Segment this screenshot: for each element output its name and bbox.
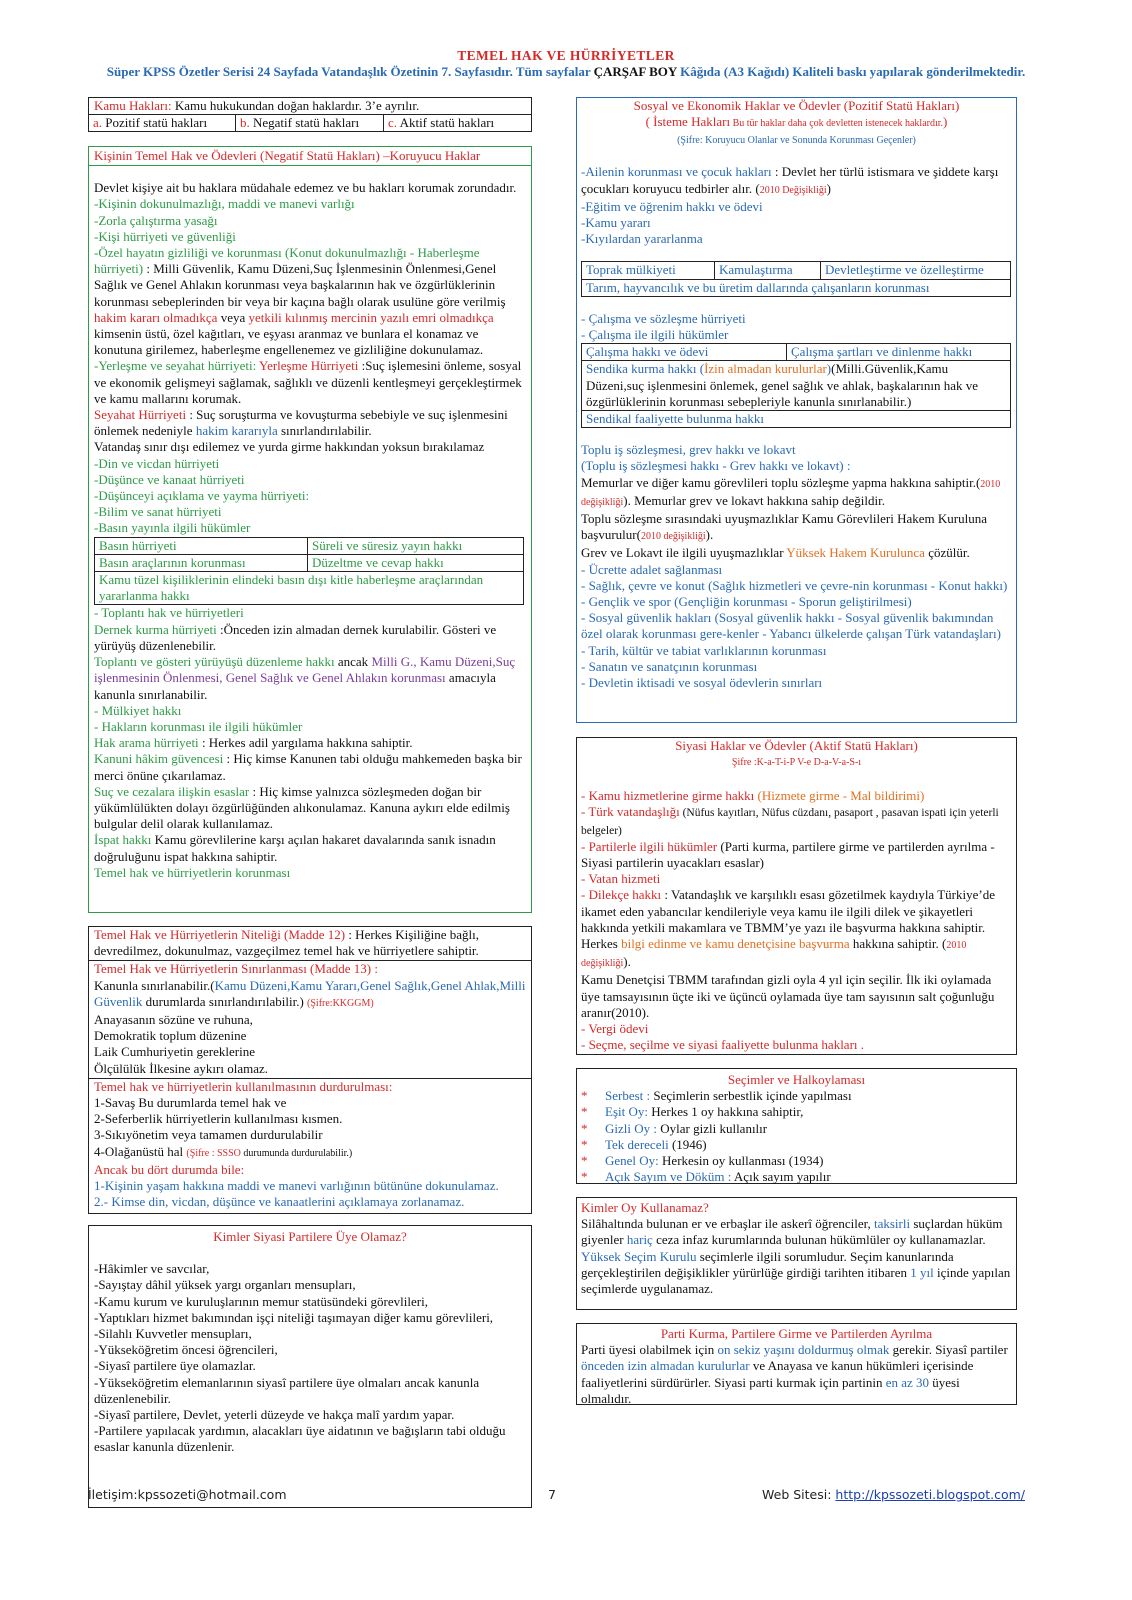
secim-item: * Serbest : Seçimlerin serbestlik içinde yapılması bbox=[581, 1088, 852, 1104]
basin-cell: Süreli ve süresiz yayın hakkı bbox=[308, 538, 523, 555]
durdurma-section bbox=[89, 1079, 531, 1211]
pozitif-tail-item: - Tarih, kültür ve tabiat varlıklarının korunması bbox=[581, 642, 827, 658]
parti-uye-line: -Yükseköğretim elemanlarının siyasî partilere üye olmaları ancak kanunla düzenlenebilir. bbox=[94, 1374, 480, 1406]
footer-web-label: Web Sitesi: bbox=[762, 1487, 836, 1502]
pozitif-sifre: (Şifre: Koruyucu Olanlar ve Sonunda Korunması Geçenler) bbox=[677, 135, 916, 147]
pozitif-toplu-title: Toplu iş sözleşmesi, grev hakkı ve lokavt bbox=[581, 442, 796, 458]
pozitif-item: - Çalışma ile ilgili hükümler bbox=[581, 327, 729, 343]
basin-cell-wide: Kamu tüzel kişiliklerinin elindeki basın dışı kitle haberleşme araçlarından yararlanma hakkı bbox=[99, 572, 484, 604]
pozitif-tail-item: - Ücrette adalet sağlanması bbox=[581, 561, 723, 577]
siyasi-item: - Partilerle ilgili hükümler (Parti kurma, partilere girme ve partilerden ayrılma - Siyasi partilerin uyacakları esaslar) bbox=[581, 838, 995, 871]
pozitif-statu-box bbox=[576, 97, 1017, 723]
pozitif-grev: Grev ve Lokavt ile ilgili uyuşmazlıklar Yüksek Hakem Kurulunca çözülür. bbox=[581, 545, 970, 561]
negatif-item: -Kişi hürriyeti ve güvenliği bbox=[94, 228, 236, 244]
negatif-item: -Kişinin dokunulmazlığı, maddi ve manevi varlığı bbox=[94, 196, 355, 212]
kamu-haklari-box bbox=[88, 97, 532, 131]
basin-cell: Basın araçlarının korunması bbox=[95, 555, 308, 572]
toprak-table bbox=[581, 261, 1011, 296]
kamu-haklari-types bbox=[88, 114, 532, 132]
nitelik-sinir-box bbox=[88, 926, 532, 1214]
subtitle-text-end: Kâğıda (A3 Kağıdı) Kaliteli baskı yapılarak gönderilmektedir. bbox=[676, 64, 1026, 79]
parti-uye-line: -Kamu kurum ve kuruluşlarının memur statüsündeki görevlileri, bbox=[94, 1293, 428, 1309]
basin-cell: Düzeltme ve cevap hakkı bbox=[308, 555, 523, 572]
parti-uye-line: -Yaptıkları hizmet bakımından işçi niteliği taşımayan diğer kamu görevlileri, bbox=[94, 1309, 494, 1325]
sinirlama-text: Kanunla sınırlanabilir.(Kamu Düzeni,Kamu Yararı,Genel Sağlık,Genel Ahlak,Milli Güvenlik durumlarda sınırlandırılabilir.) (Şifre:KKGGM) bbox=[94, 977, 526, 1009]
parti-uye-line: -Siyasî partilere, Devlet, yeterli düzeyde ve hakça malî yardım yapar. bbox=[94, 1407, 455, 1423]
negatif-item: - Hakların korunması ile ilgili hükümler bbox=[94, 718, 303, 734]
negatif-toplanti: Toplantı ve gösteri yürüyüşü düzenleme hakkı ancak Milli G., Kamu Düzeni,Suç işlenmesinin Önlenmesi, Genel Sağlık ve Genel Ahlakın korunması amacıyla kanunla sınırlanabilir. bbox=[94, 654, 516, 702]
negatif-item: -Din ve vicdan hürriyeti bbox=[94, 455, 220, 471]
pozitif-item: -Kamu yararı bbox=[581, 215, 651, 231]
secim-item: * Eşit Oy: Herkes 1 oy hakkına sahiptir, bbox=[581, 1104, 804, 1120]
calisma-table bbox=[581, 343, 1011, 428]
basin-table bbox=[94, 537, 524, 606]
negatif-statu-title: Kişinin Temel Hak ve Ödevleri (Negatif Statü Hakları) –Koruyucu Haklar bbox=[89, 147, 531, 166]
page-title: TEMEL HAK VE HÜRRİYETLER bbox=[457, 48, 675, 63]
negatif-item: - Mülkiyet hakkı bbox=[94, 702, 182, 718]
secimler-box bbox=[576, 1068, 1017, 1184]
siyasi-haklar-box bbox=[576, 737, 1017, 1055]
pozitif-item: -Kıyılardan yararlanma bbox=[581, 231, 703, 247]
oy-title: Kimler Oy Kullanamaz? bbox=[581, 1200, 709, 1215]
negatif-kanuni-hakim: Kanuni hâkim güvencesi : Hiç kimse Kanunen tabi olduğu mahkemeden başka bir merci önüne çıkarılamaz. bbox=[94, 751, 522, 783]
parti-uye-line: -Hâkimler ve savcılar, bbox=[94, 1261, 210, 1277]
siyasi-item: Kamu Denetçisi TBMM tarafından gizli oyla 4 yıl için seçilir. İlk iki oylamada üye tamsayısının üçte iki ve üçüncü oylamada üye tam sayısının salt çoğunluğu aranır(2010). bbox=[581, 972, 995, 1020]
page-subtitle bbox=[70, 64, 1062, 80]
calisma-cell: Çalışma şartları ve dinlenme hakkı bbox=[791, 344, 973, 360]
negatif-suc-ceza: Suç ve cezalara ilişkin esaslar : Hiç kimse yalnızca sözleşmeden doğan bir yükümlülükten dolayı özgürlüğünden alıkonulamaz. Kanuna aykırı elde edilmiş bulgular delil olarak kullanılamaz. bbox=[94, 783, 510, 832]
negatif-item: -Bilim ve sanat hürriyeti bbox=[94, 504, 222, 520]
pozitif-item: -Eğitim ve öğrenim hakkı ve ödevi bbox=[581, 198, 763, 214]
basin-cell: Basın hürriyeti bbox=[95, 538, 308, 555]
durdurma-item: 3-Sıkıyönetim veya tamamen durdurulabilir bbox=[94, 1127, 323, 1143]
parti-uye-line: -Sayıştay dâhil yüksek yargı organları mensupları, bbox=[94, 1277, 356, 1293]
kamu-type-c: c. Aktif statü hakları bbox=[384, 114, 532, 132]
oy-ysk: Yüksek Seçim Kurulu seçimlerle ilgili sorumludur. Seçim kanunlarında gerçekleştirilen değişiklikler yürürlüğe girdiği tarihten itibaren 1 yıl içinde yapılan seçimlerde uygulanamaz. bbox=[581, 1248, 1011, 1297]
pozitif-memurlar: Memurlar ve diğer kamu görevlileri toplu sözleşme yapma hakkına sahiptir.(2010 değişikliği). Memurlar grev ve lokavt hakkına sahip değildir. bbox=[581, 474, 1001, 508]
negatif-dernek: Dernek kurma hürriyeti :Önceden izin almadan dernek kurulabilir. Gösteri ve yürüyüş düzenlenebilir. bbox=[94, 621, 497, 653]
oy-text: Silâhaltında bulunan er ve erbaşlar ile askerî öğrenciler, taksirli suçlardan hüküm giyenler hariç ceza infaz kurumlarında bulunan hükümlüler oy kullanamazlar. bbox=[581, 1216, 1003, 1248]
durdurma-item: 4-Olağanüstü hal (Şifre : SSSO durumunda durdurulabilir.) bbox=[94, 1143, 353, 1159]
pozitif-statu-title: Sosyal ve Ekonomik Haklar ve Ödevler (Pozitif Statü Hakları) bbox=[633, 98, 960, 113]
siyasi-item: - Vergi ödevi bbox=[581, 1021, 649, 1037]
secim-item: * Açık Sayım ve Döküm : Açık sayım yapılır bbox=[581, 1169, 831, 1185]
durdurma-ancak: Ancak bu dört durumda bile: bbox=[94, 1161, 245, 1177]
sinirlama-section bbox=[89, 961, 531, 1078]
sendika-cell: Sendika kurma hakkı (İzin almadan kurulurlar)(Milli.Güvenlik,Kamu Düzeni,suç işlenmesini önlemek, genel sağlık ve ahlak, başkalarının hak ve özgürlüklerinin korunması sebepleriyle kanunla sınırlanabilir.) bbox=[582, 361, 1010, 411]
siyasi-item: - Dilekçe hakkı : Vatandaşlık ve karşılıklı esası gözetilmek kaydıyla Türkiye’de ikamet eden yabancılar kendileriyle veya kamu ile ilgili dilek ve şikayetleri hakkında yetkili makamlara ve TBMM’ye yazı ile başvurma hakkına sahiptir. bbox=[581, 887, 995, 935]
pozitif-aile: -Ailenin korunması ve çocuk hakları : Devlet her türlü istismara ve şiddete karşı çocukları koruyucu tedbirler alır. (2010 Değişikliği) bbox=[581, 164, 999, 196]
sinirlama-line: Anayasanın sözüne ve ruhuna, bbox=[94, 1012, 253, 1028]
toprak-cell: Kamulaştırma bbox=[715, 262, 821, 278]
pozitif-hakem: Toplu sözleşme sırasındaki uyuşmazlıklar Kamu Görevlileri Hakem Kuruluna başvurulur(2010 değişikliği). bbox=[581, 511, 987, 543]
sinirlama-title: Temel Hak ve Hürriyetlerin Sınırlanması (Madde 13) : bbox=[94, 961, 378, 977]
pozitif-tail-item: - Devletin iktisadi ve sosyal ödevlerin sınırları bbox=[581, 675, 823, 691]
oy-kullanamaz-box bbox=[576, 1197, 1017, 1310]
siyasi-item: - Kamu hizmetlerine girme hakkı (Hizmete girme - Mal bildirimi) bbox=[581, 788, 925, 804]
parti-kurma-text: Parti üyesi olabilmek için on sekiz yaşını doldurmuş olmak gerekir. Siyasî partiler önceden izin almadan kurulurlar ve Anayasa ve kanun hükümleri içerisinde faaliyetlerini sürdürürler. Siyasi parti kurmak için partinin en az 30 üyesi olmalıdır. bbox=[581, 1342, 1008, 1406]
negatif-item: -Basın yayınla ilgili hükümler bbox=[94, 520, 251, 536]
siyasi-item: - Türk vatandaşlığı (Nüfus kayıtları, Nüfus cüzdanı, pasaport , pasavan ispati için yeterli belgeler) bbox=[581, 804, 999, 837]
pozitif-item: - Çalışma ve sözleşme hürriyeti bbox=[581, 310, 746, 326]
parti-uye-line: -Partilere yapılacak yardımın, alacakları üye aidatının ve bağışların tabi olduğu esaslar kanunla düzenlenir. bbox=[94, 1423, 506, 1455]
pozitif-subtitle: ( İsteme Hakları Bu tür haklar daha çok devletten istenecek haklardır.) bbox=[645, 114, 948, 130]
parti-uye-title: Kimler Siyasi Partilere Üye Olamaz? bbox=[213, 1229, 407, 1244]
subtitle-emphasis: ÇARŞAF BOY bbox=[593, 64, 677, 79]
parti-uye-box bbox=[88, 1225, 532, 1508]
pozitif-tail-item: - Sosyal güvenlik hakları (Sosyal güvenlik hakkı - Sosyal güvenlik bakımından özel olarak korunması gere-kenler - Yabancı ülkelerde çalışan Türk vatandaşları) bbox=[581, 610, 1001, 642]
negatif-hak-arama: Hak arama hürriyeti : Herkes adil yargılama hakkına sahiptir. bbox=[94, 735, 413, 751]
pozitif-tail-item: - Sanatın ve sanatçının korunması bbox=[581, 658, 758, 674]
negatif-intro: Devlet kişiye ait bu haklara müdahale edemez ve bu hakları korumak zorundadır. bbox=[94, 180, 517, 196]
negatif-seyahat: Seyahat Hürriyeti : Suç soruşturma ve kovuşturma sebebiyle ve suç işlenmesini önlemek nedeniyle hakim kararıyla sınırlandırılabilir. bbox=[94, 407, 508, 439]
parti-uye-line: -Siyasî partilere üye olamazlar. bbox=[94, 1358, 256, 1374]
negatif-yerlesme: -Yerleşme ve seyahat hürriyeti: Yerleşme Hürriyeti :Suç işlemesini önleme, sosyal ve ekonomik gelişmeyi sağlamak, sağlıklı ve düzenli kentleşmeyi gerçekleştirmek ve kamu mallarını korumak. bbox=[94, 358, 522, 406]
siyasi-title: Siyasi Haklar ve Ödevler (Aktif Statü Hakları) bbox=[675, 738, 918, 753]
footer-page-number: 7 bbox=[548, 1487, 556, 1502]
footer-contact: İletişim:kpssozeti@hotmail.com bbox=[88, 1487, 287, 1502]
kamu-haklari-title bbox=[88, 97, 532, 114]
negatif-item: -Zorla çalıştırma yasağı bbox=[94, 212, 218, 228]
negatif-item: -Düşünceyi açıklama ve yayma hürriyeti: bbox=[94, 488, 310, 504]
parti-uye-line: -Yükseköğretim öncesi öğrencileri, bbox=[94, 1342, 278, 1358]
secim-item: * Tek dereceli (1946) bbox=[581, 1136, 707, 1152]
parti-kurma-box bbox=[576, 1323, 1017, 1405]
kamu-haklari-desc: Kamu hukukundan doğan haklardır. 3’e ayrılır. bbox=[171, 98, 420, 113]
negatif-item: Temel hak ve hürriyetlerin korunması bbox=[94, 864, 291, 880]
durdurma-title: Temel hak ve hürriyetlerin kullanılmasının durdurulması: bbox=[94, 1078, 393, 1094]
footer-website bbox=[762, 1487, 1025, 1502]
negatif-ispat: İspat hakkı Kamu görevlilerine karşı açılan hakaret davalarında sanık isnadın doğruluğunu ispat hakkına sahiptir. bbox=[94, 832, 496, 864]
sinirlama-line: Demokratik toplum düzenine bbox=[94, 1028, 247, 1044]
sinirlama-line: Ölçülülük İlkesine aykırı olamaz. bbox=[94, 1060, 269, 1076]
negatif-vatandas: Vatandaş sınır dışı edilemez ve yurda girme hakkından yoksun bırakılamaz bbox=[94, 439, 485, 455]
secim-item: * Gizli Oy : Oylar gizli kullanılır bbox=[581, 1120, 768, 1136]
kamu-type-a: a. Pozitif statü hakları bbox=[88, 114, 236, 132]
siyasi-item: - Seçme, seçilme ve siyasi faaliyette bulunma hakları . bbox=[581, 1037, 865, 1053]
calisma-cell: Çalışma hakkı ve ödevi bbox=[582, 344, 787, 360]
secim-item: * Genel Oy: Herkesin oy kullanması (1934) bbox=[581, 1153, 824, 1169]
negatif-item: - Toplantı hak ve hürriyetleri bbox=[94, 605, 244, 621]
siyasi-item: Herkes bilgi edinme ve kamu denetçisine başvurma hakkına sahiptir. (2010 değişikliği). bbox=[581, 936, 967, 970]
secimler-title: Seçimler ve Halkoylaması bbox=[727, 1072, 866, 1087]
nitelik-section: Temel Hak ve Hürriyetlerin Niteliği (Madde 12) : Herkes Kişiliğine bağlı, devredilmez, dokunulmaz, vazgeçilmez temel hak ve hürriyetlere sahiptir. bbox=[89, 927, 531, 961]
durdurma-istisna: 2.- Kimse din, vicdan, düşünce ve kanaatlerini açıklamaya zorlanamaz. bbox=[94, 1194, 465, 1210]
subtitle-text: Süper KPSS Özetler Serisi 24 Sayfada Vatandaşlık Özetinin 7. Sayfasıdır. Tüm sayfalar bbox=[106, 64, 594, 79]
sinirlama-line: Laik Cumhuriyetin gereklerine bbox=[94, 1044, 256, 1060]
kamu-type-b: b. Negatif statü hakları bbox=[236, 114, 384, 132]
toprak-cell: Devletleştirme ve özelleştirme bbox=[825, 262, 984, 278]
parti-kurma-title: Parti Kurma, Partilere Girme ve Partilerden Ayrılma bbox=[660, 1326, 933, 1341]
durdurma-item: 1-Savaş Bu durumlarda temel hak ve bbox=[94, 1095, 287, 1111]
sendikal-cell: Sendikal faaliyette bulunma hakkı bbox=[586, 411, 764, 427]
negatif-item: -Düşünce ve kanaat hürriyeti bbox=[94, 471, 245, 487]
kamu-haklari-label: Kamu Hakları: bbox=[94, 98, 172, 113]
siyasi-sifre: Şifre :K-a-T-i-P V-e D-a-V-a-S-ı bbox=[731, 757, 862, 769]
tarim-cell: Tarım, hayvancılık ve bu üretim dallarında çalışanların korunması bbox=[586, 279, 930, 295]
pozitif-tail-item: - Gençlik ve spor (Gençliğin korunması - Sporun geliştirilmesi) bbox=[581, 594, 912, 610]
pozitif-toplu-sub: (Toplu iş sözleşmesi hakkı - Grev hakkı ve lokavt) : bbox=[581, 458, 851, 474]
negatif-ozel-hayat: -Özel hayatın gizliliği ve korunması (Konut dokunulmazlığı - Haberleşme hürriyeti) : Milli Güvenlik, Kamu Düzeni,Suç İşlenmesinin Önlenmesi,Genel Sağlık ve Genel Ahlakın korunması veya başkalarının hak ve özgürlüklerinin korunması sebeplerinden bir veya bir kaçına bağlı olarak usulüne göre verilmiş hakim kararı olmadıkça veya yetkili kılınmış mercinin yazılı emri olmadıkça kimsenin üstü, özel kağıtları, ve eşyası aranmaz ve bunlara el konamaz ve konutuna girilemez, haberleşme engellenemez ve gizliliğine dokunulamaz. bbox=[94, 245, 506, 358]
pozitif-tail-item: - Sağlık, çevre ve konut (Sağlık hizmetleri ve çevre-nin korunması - Konut hakkı) bbox=[581, 577, 1008, 593]
durdurma-istisna: 1-Kişinin yaşam hakkına maddi ve manevi varlığının bütününe dokunulamaz. bbox=[94, 1178, 499, 1194]
siyasi-item: - Vatan hizmeti bbox=[581, 871, 661, 887]
footer-web-link[interactable]: http://kpssozeti.blogspot.com/ bbox=[835, 1487, 1026, 1502]
toprak-cell: Toprak mülkiyeti bbox=[582, 262, 715, 278]
parti-uye-line: -Silahlı Kuvvetler mensupları, bbox=[94, 1326, 252, 1342]
negatif-statu-box bbox=[88, 146, 532, 913]
durdurma-item: 2-Seferberlik hürriyetlerin kullanılması kısmen. bbox=[94, 1111, 343, 1127]
